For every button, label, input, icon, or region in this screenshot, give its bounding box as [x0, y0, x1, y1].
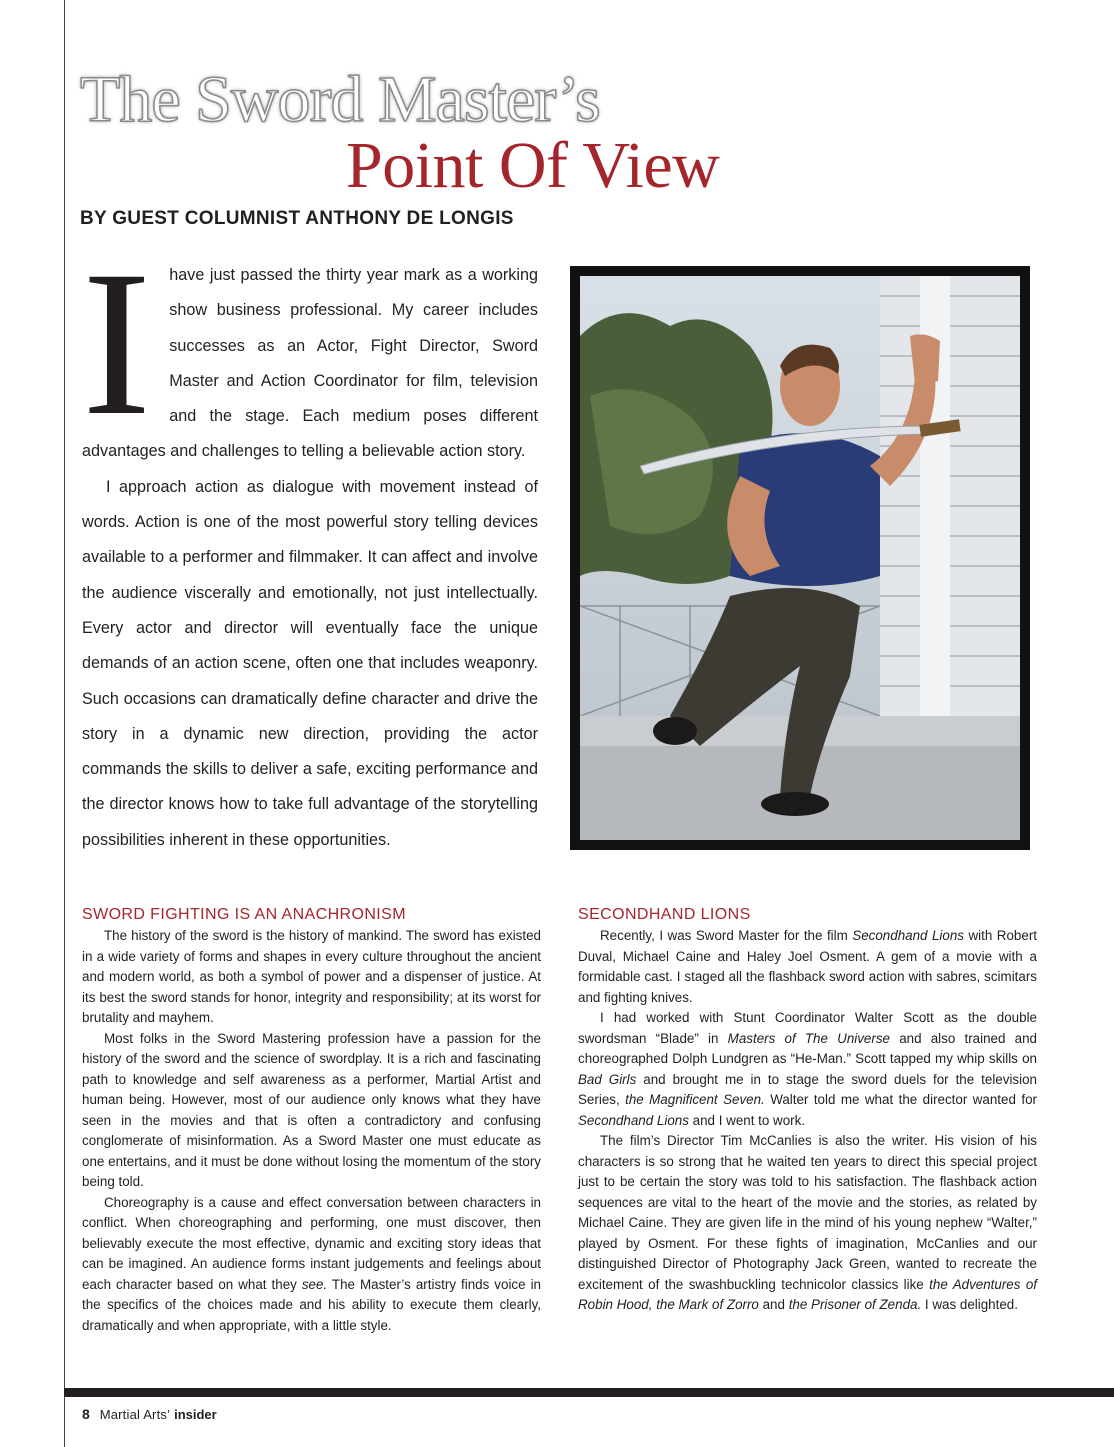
footer-bar	[64, 1388, 1114, 1397]
drop-cap: I	[82, 228, 152, 458]
left-paragraph-1: The history of the sword is the history of mankind. The sword has existed in a wide variety of forms and shapes in every culture throughout the ancient and modern world, as both a symbol of power and a dispenser of justice. At its best the sword stands for honor, integrity and responsibility; at its worst for brutality and mayhem.	[82, 928, 541, 1025]
right-column	[578, 904, 1037, 1316]
page-number: 8	[82, 1406, 90, 1422]
title-line-2: Point Of View	[346, 129, 720, 202]
right-paragraph-2: I had worked with Stunt Coordinator Walter Scott as the double swordsman “Blade” in Masters of The Universe and also trained and choreographed Dolph Lundgren as “He-Man.” Scott tapped my whip skills on Bad Girls and brought me in to stage the sword duels for the television Series, the Magnificent Seven. Walter told me what the director wanted for Secondhand Lions and I went to work.	[578, 1010, 1037, 1128]
page-footer	[82, 1406, 217, 1422]
intro-text	[82, 228, 538, 858]
intro-paragraph-1	[82, 228, 538, 470]
byline: BY GUEST COLUMNIST ANTHONY DE LONGIS	[80, 208, 514, 229]
swordsman-illustration	[580, 276, 1020, 840]
left-margin-rule	[64, 0, 65, 1447]
section-heading-secondhand-lions: SECONDHAND LIONS	[578, 906, 751, 923]
publication-name-2: insider	[174, 1407, 217, 1422]
title-line-1: The Sword Master’s	[80, 63, 600, 136]
section-heading-anachronism: SWORD FIGHTING IS AN ANACHRONISM	[82, 906, 406, 923]
intro-paragraph-2: I approach action as dialogue with movement instead of words. Action is one of the most powerful story telling devices available to a performer and filmmaker. It can affect and involve the audience viscerally and emotionally, not just intellectually. Every actor and director will eventually face the unique demands of an action scene, often one that includes weaponry. Such occasions can dramatically define character and drive the story in a dynamic new direction, providing the actor commands the skills to deliver a safe, exciting performance and the director knows how to take full advantage of the storytelling possibilities inherent in these opportunities.	[82, 477, 538, 849]
left-paragraph-2: Most folks in the Sword Mastering profession have a passion for the history of the sword and the science of swordplay. It is a rich and fascinating path to knowledge and self awareness as a performer, Martial Artist and human being. However, most of our audience only knows what they have seen in the movies and that is often a contradictory and confusing conglomerate of misinformation. As a Sword Master one must educate as one entertains, and it must be done without losing the momentum of the story being told.	[82, 1030, 541, 1189]
right-paragraph-1: Recently, I was Sword Master for the film Secondhand Lions with Robert Duval, Michael Caine and Haley Joel Osment. A gem of a movie with a formidable cast. I staged all the flashback sword action with sabres, scimitars and fighting knives.	[578, 928, 1037, 1005]
swordsman-photo	[570, 266, 1030, 850]
left-column	[82, 904, 541, 1336]
publication-name: Martial Arts’	[99, 1407, 171, 1422]
left-paragraph-3: Choreography is a cause and effect conversation between characters in conflict. When choreographing and performing, one must discover, then believably execute the most effective, dynamic and exciting story ideas that can be imagined. An audience forms instant judgements and feelings about each character based on what they see. The Master’s artistry finds voice in the specifics of the choices made and his ability to execute them clearly, dramatically and when appropriate, with a little style.	[82, 1194, 541, 1333]
right-paragraph-3: The film’s Director Tim McCanlies is also the writer. His vision of his characters is so strong that he waited ten years to direct this special project just to be certain the story was told to his satisfaction. The flashback action sequences are vital to the heart of the movie and the stories, as related by Michael Caine. They are given life in the mind of his young nephew “Walter,” played by Osment. For these fights of imagination, McCanlies and our distinguished Director of Photography Jack Green, wanted to recreate the excitement of the swashbuckling technicolor classics like the Adventures of Robin Hood, the Mark of Zorro and the Prisoner of Zenda. I was delighted.	[578, 1133, 1038, 1312]
intro-p1-text: have just passed the thirty year mark as a working show business professional. My career includes successes as an Actor, Fight Director, Sword Master and Action Coordinator for film, television and the stage. Each medium poses different advantages and challenges to telling a believable action story.	[82, 266, 538, 461]
